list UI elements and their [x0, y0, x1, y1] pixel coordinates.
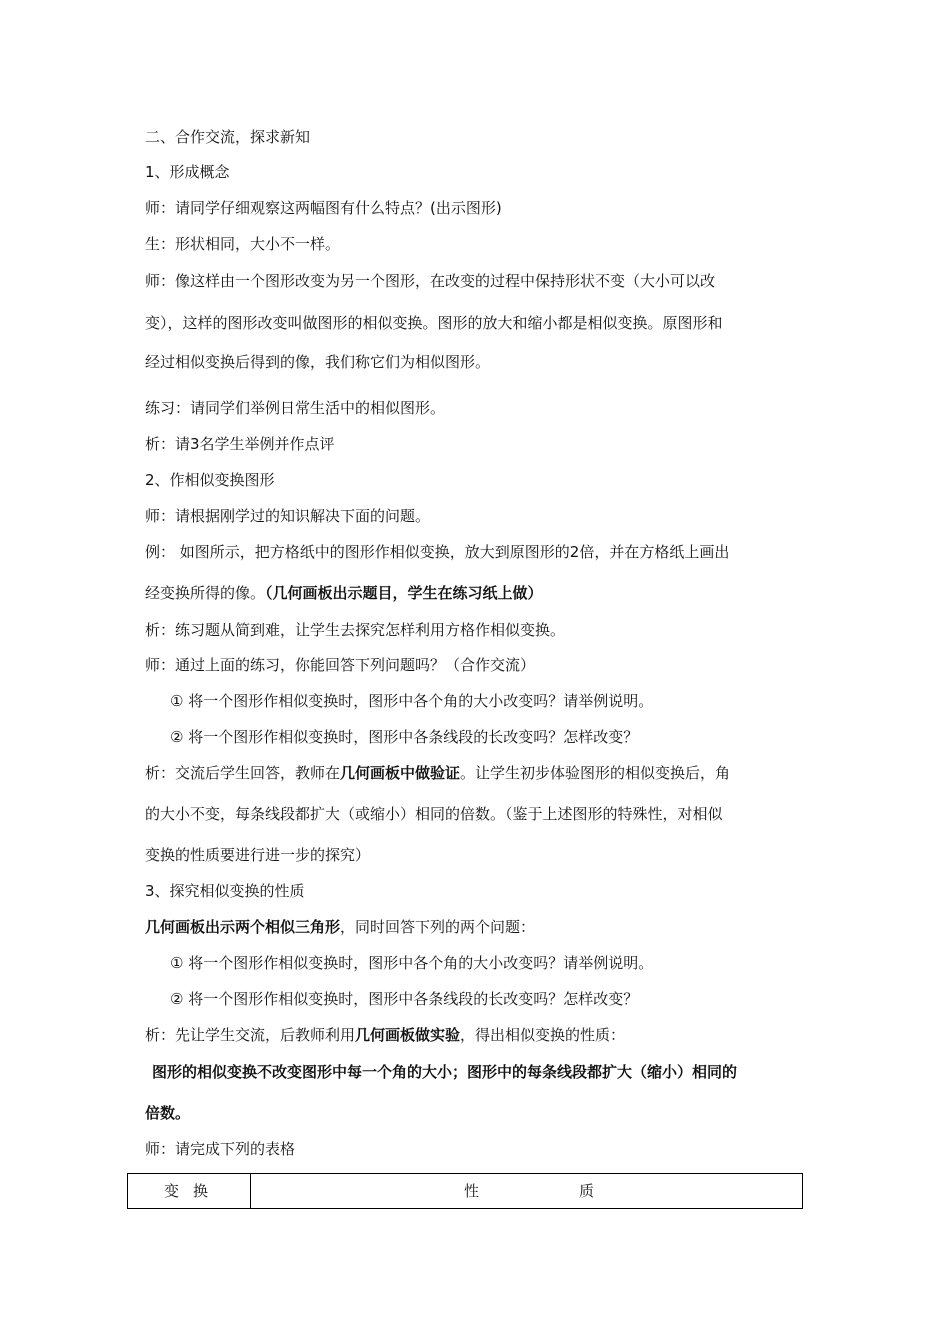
text-line: 例： 如图所示，把方格纸中的图形作相似变换，放大到原图形的2倍，并在方格纸上画出: [145, 543, 730, 561]
text-line: 析：练习题从简到难，让学生去探究怎样利用方格作相似变换。: [145, 621, 566, 639]
bold-text-run: 几何画板出示两个相似三角形: [145, 918, 341, 936]
text-line: 变），这样的图形改变叫做图形的相似变换。图形的放大和缩小都是相似变换。原图形和: [145, 314, 723, 332]
text-line: 析：请3名学生举例并作点评: [145, 435, 335, 453]
text-line: 师：请根据刚学过的知识解决下面的问题。: [145, 507, 431, 525]
property-table: [127, 1173, 803, 1209]
text-line: [145, 583, 543, 603]
bold-text-run: 倍数。: [145, 1104, 191, 1122]
subheading-2: 2、作相似变换图形: [145, 471, 275, 489]
table-divider: [250, 1174, 251, 1208]
text-line: [145, 917, 535, 937]
text-line: 的大小不变，每条线段都扩大（或缩小）相同的倍数。（鉴于上述图形的特殊性，对相似: [145, 805, 723, 823]
text-line: [145, 763, 730, 783]
question-item-1: ① 将一个图形作相似变换时，图形中各个角的大小改变吗？请举例说明。: [170, 692, 654, 710]
subheading-1: 1、形成概念: [145, 163, 230, 181]
text-run: ，得出相似变换的性质：: [460, 1026, 626, 1044]
bold-text-run: （几何画板出示题目，学生在练习纸上做）: [265, 584, 543, 602]
bold-text-run: 几何画板做实验: [355, 1026, 461, 1044]
question-item-2: ② 将一个图形作相似变换时，图形中各条线段的长改变吗？怎样改变？: [170, 728, 639, 746]
text-run: 。让学生初步体验图形的相似变换后，角: [460, 764, 731, 782]
text-run: 析：先让学生交流，后教师利用: [145, 1026, 356, 1044]
text-run: 经变换所得的像。: [145, 584, 266, 602]
text-line: 生：形状相同，大小不一样。: [145, 235, 341, 253]
property-statement-end: [145, 1103, 190, 1123]
text-line: 师：通过上面的练习，你能回答下列问题吗？（合作交流）: [145, 656, 536, 674]
table-header-text: 性: [464, 1182, 480, 1200]
bold-text-run: 几何画板中做验证: [340, 764, 461, 782]
table-header-property: [464, 1180, 594, 1201]
text-line: 师：请同学仔细观察这两幅图有什么特点？(出示图形): [145, 199, 502, 217]
table-header-transform: 变换: [164, 1182, 223, 1200]
question-item-1: ① 将一个图形作相似变换时，图形中各个角的大小改变吗？请举例说明。: [170, 954, 654, 972]
property-statement: [152, 1062, 737, 1082]
question-item-2: ② 将一个图形作相似变换时，图形中各条线段的长改变吗？怎样改变？: [170, 990, 639, 1008]
table-header-text: 质: [579, 1182, 595, 1200]
text-line: 师：像这样由一个图形改变为另一个图形，在改变的过程中保持形状不变（大小可以改: [145, 272, 716, 290]
text-run: ，同时回答下列的两个问题：: [340, 918, 536, 936]
text-line: 经过相似变换后得到的像，我们称它们为相似图形。: [145, 353, 491, 371]
section-heading-2: 二、合作交流，探求新知: [145, 128, 311, 146]
subheading-3: 3、探究相似变换的性质: [145, 882, 305, 900]
text-line: 变换的性质要进行进一步的探究）: [145, 846, 371, 864]
text-run: 析：交流后学生回答，教师在: [145, 764, 341, 782]
text-line: 师：请完成下列的表格: [145, 1140, 296, 1158]
text-line: [145, 1025, 625, 1045]
text-line: 练习：请同学们举例日常生活中的相似图形。: [145, 399, 446, 417]
bold-text-run: 图形的相似变换不改变图形中每一个角的大小；图形中的每条线段都扩大（缩小）相同的: [152, 1063, 738, 1081]
